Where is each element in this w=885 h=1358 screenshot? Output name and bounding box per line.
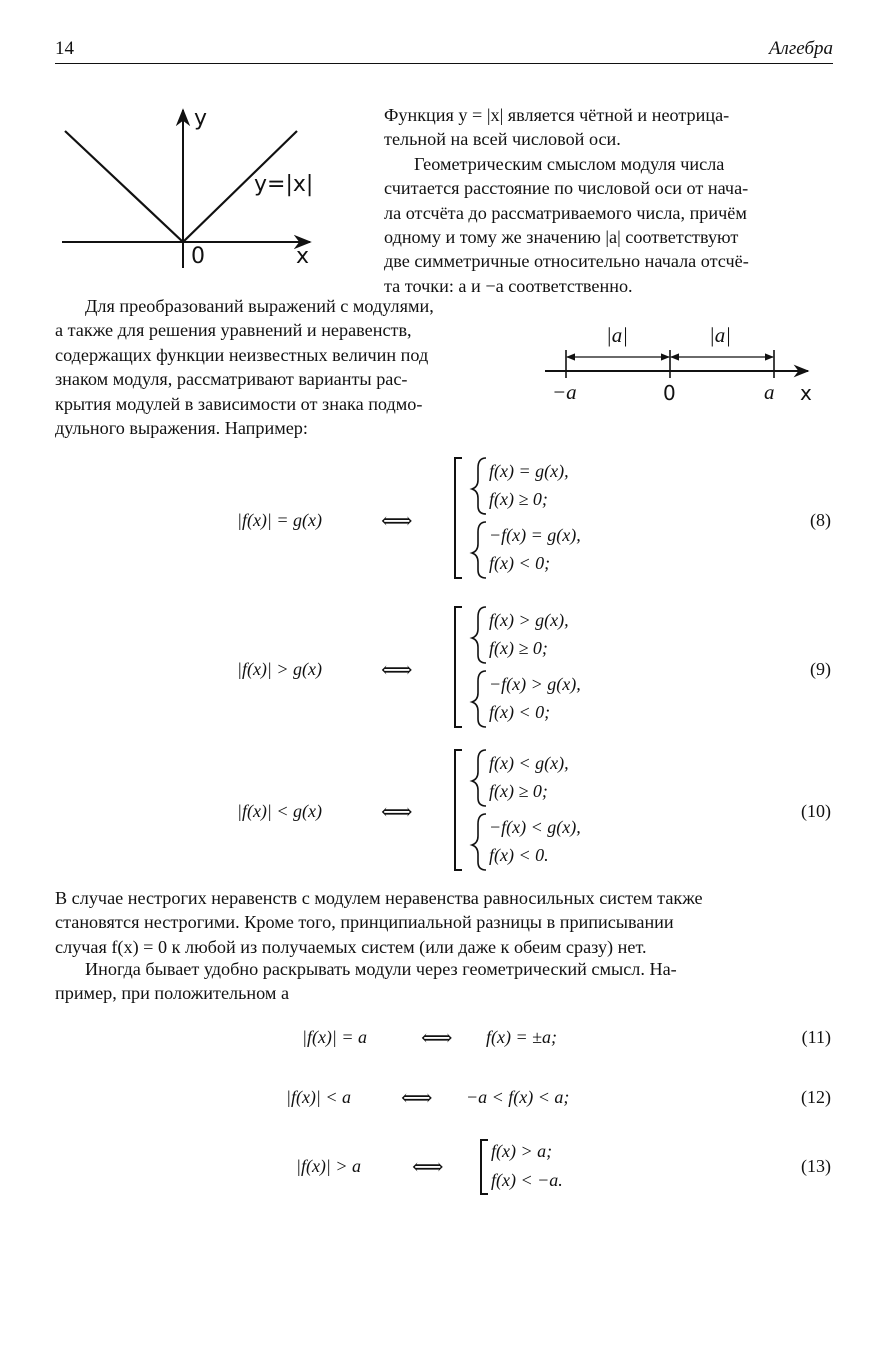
para2-line-6: дульного выражения. Например: [55, 418, 308, 439]
x-axis-label: x [296, 244, 310, 269]
intro-line-4: считается расстояние по числовой оси от нача- [384, 178, 749, 199]
origin-label: 0 [191, 244, 205, 269]
eq10-line-4: f(x) < 0. [489, 845, 549, 865]
para2-line-1: Для преобразований выражений с модулями, [85, 296, 434, 316]
para4-line-1: Иногда бывает удобно раскрывать модули через геометрический смысл. На- [85, 959, 677, 979]
pos-a-label: a [764, 380, 775, 404]
eq9-brace-1 [472, 607, 486, 663]
eq9-line-4: f(x) < 0; [489, 702, 551, 722]
eq9-line-2: f(x) ≥ 0; [489, 638, 548, 658]
eq10-arrow: ⟺ [381, 799, 413, 824]
para2-line-4: знаком модуля, рассматривают варианты рас- [55, 369, 408, 390]
intro-line-5: ла отсчёта до рассматриваемого числа, причём [384, 202, 747, 223]
eq11-arrow: ⟺ [421, 1025, 453, 1050]
para2-line-3: содержащих функции неизвестных величин под [55, 344, 429, 365]
eq8-line-1: f(x) = g(x), [489, 461, 569, 481]
intro-line-3: Геометрическим смыслом модуля числа [414, 153, 725, 174]
eq11-number: (11) [801, 1027, 831, 1047]
para3-line-2: становятся нестрогими. Кроме того, принципиальной разницы в приписывании [55, 912, 674, 933]
eq9-line-3: −f(x) > g(x), [489, 674, 581, 694]
eq13-square-bracket [481, 1140, 488, 1194]
eq9-lhs: |f(x)| > g(x) [237, 659, 322, 679]
eq8-brace-1 [472, 458, 486, 514]
intro-line-8: та точки: a и −a соответственно. [384, 275, 633, 296]
zero-label: 0 [663, 381, 676, 405]
eq13-lhs: |f(x)| > a [296, 1156, 362, 1176]
eq10-line-3: −f(x) < g(x), [489, 817, 581, 837]
eq10-lhs: |f(x)| < g(x) [237, 801, 322, 821]
intro-line-6: одному и тому же значению |a| соответствуют [384, 227, 739, 248]
number-line-x-label: x [800, 381, 812, 405]
eq8-lhs: |f(x)| = g(x) [237, 510, 322, 530]
eq10-square-bracket [455, 750, 462, 870]
function-label: y=|x| [254, 172, 314, 197]
left-abs-label: |a| [606, 323, 629, 347]
eq8-line-2: f(x) ≥ 0; [489, 489, 548, 509]
eq9-line-1: f(x) > g(x), [489, 610, 569, 630]
intro-line-1: Функция y = |x| является чётной и неотрица- [384, 105, 730, 125]
eq10-brace-1 [472, 750, 486, 806]
eq8-brace-2 [472, 522, 486, 578]
para2-line-2: а также для решения уравнений и неравенств, [55, 320, 412, 341]
eq13-number: (13) [801, 1156, 831, 1176]
eq12-lhs: |f(x)| < a [286, 1087, 352, 1107]
eq8-square-bracket [455, 458, 462, 578]
para2-line-5: крытия модулей в зависимости от знака подмо- [55, 393, 423, 414]
eq13-arrow: ⟺ [412, 1154, 444, 1179]
eq12-arrow: ⟺ [401, 1085, 433, 1110]
eq13-line-1: f(x) > a; [491, 1141, 553, 1161]
eq11-rhs: f(x) = ±a; [486, 1027, 557, 1047]
eq8-line-4: f(x) < 0; [489, 553, 551, 573]
eq9-brace-2 [472, 671, 486, 727]
para3-line-1: В случае нестрогих неравенств с модулем неравенства равносильных систем также [55, 888, 703, 908]
intro-line-2: тельной на всей числовой оси. [384, 129, 621, 150]
para4-line-2: пример, при положительном a [55, 983, 290, 1004]
eq9-arrow: ⟺ [381, 657, 413, 682]
eq8-arrow: ⟺ [381, 508, 413, 533]
eq10-number: (10) [801, 801, 831, 821]
neg-a-label: −a [552, 380, 577, 404]
eq10-line-2: f(x) ≥ 0; [489, 781, 548, 801]
geometric-paragraph [55, 957, 833, 1006]
y-axis-label: y [194, 106, 208, 131]
eq12-rhs: −a < f(x) < a; [466, 1087, 570, 1107]
intro-line-7: две симметричные относительно начала отсчё- [384, 251, 749, 272]
eq10-brace-2 [472, 814, 486, 870]
eq9-square-bracket [455, 607, 462, 727]
page-number: 14 [55, 38, 74, 59]
eq13-line-2: f(x) < −a. [491, 1170, 563, 1190]
right-abs-label: |a| [709, 323, 732, 347]
nonstrict-paragraph [55, 886, 833, 959]
eq10-line-1: f(x) < g(x), [489, 753, 569, 773]
eq11-lhs: |f(x)| = a [302, 1027, 368, 1047]
eq8-number: (8) [810, 510, 831, 530]
eq12-number: (12) [801, 1087, 831, 1107]
section-title: Алгебра [768, 38, 833, 59]
eq9-number: (9) [810, 659, 831, 679]
para3-line-3: случая f(x) = 0 к любой из получаемых систем (или даже к обеим сразу) нет. [55, 936, 647, 957]
eq8-line-3: −f(x) = g(x), [489, 525, 581, 545]
